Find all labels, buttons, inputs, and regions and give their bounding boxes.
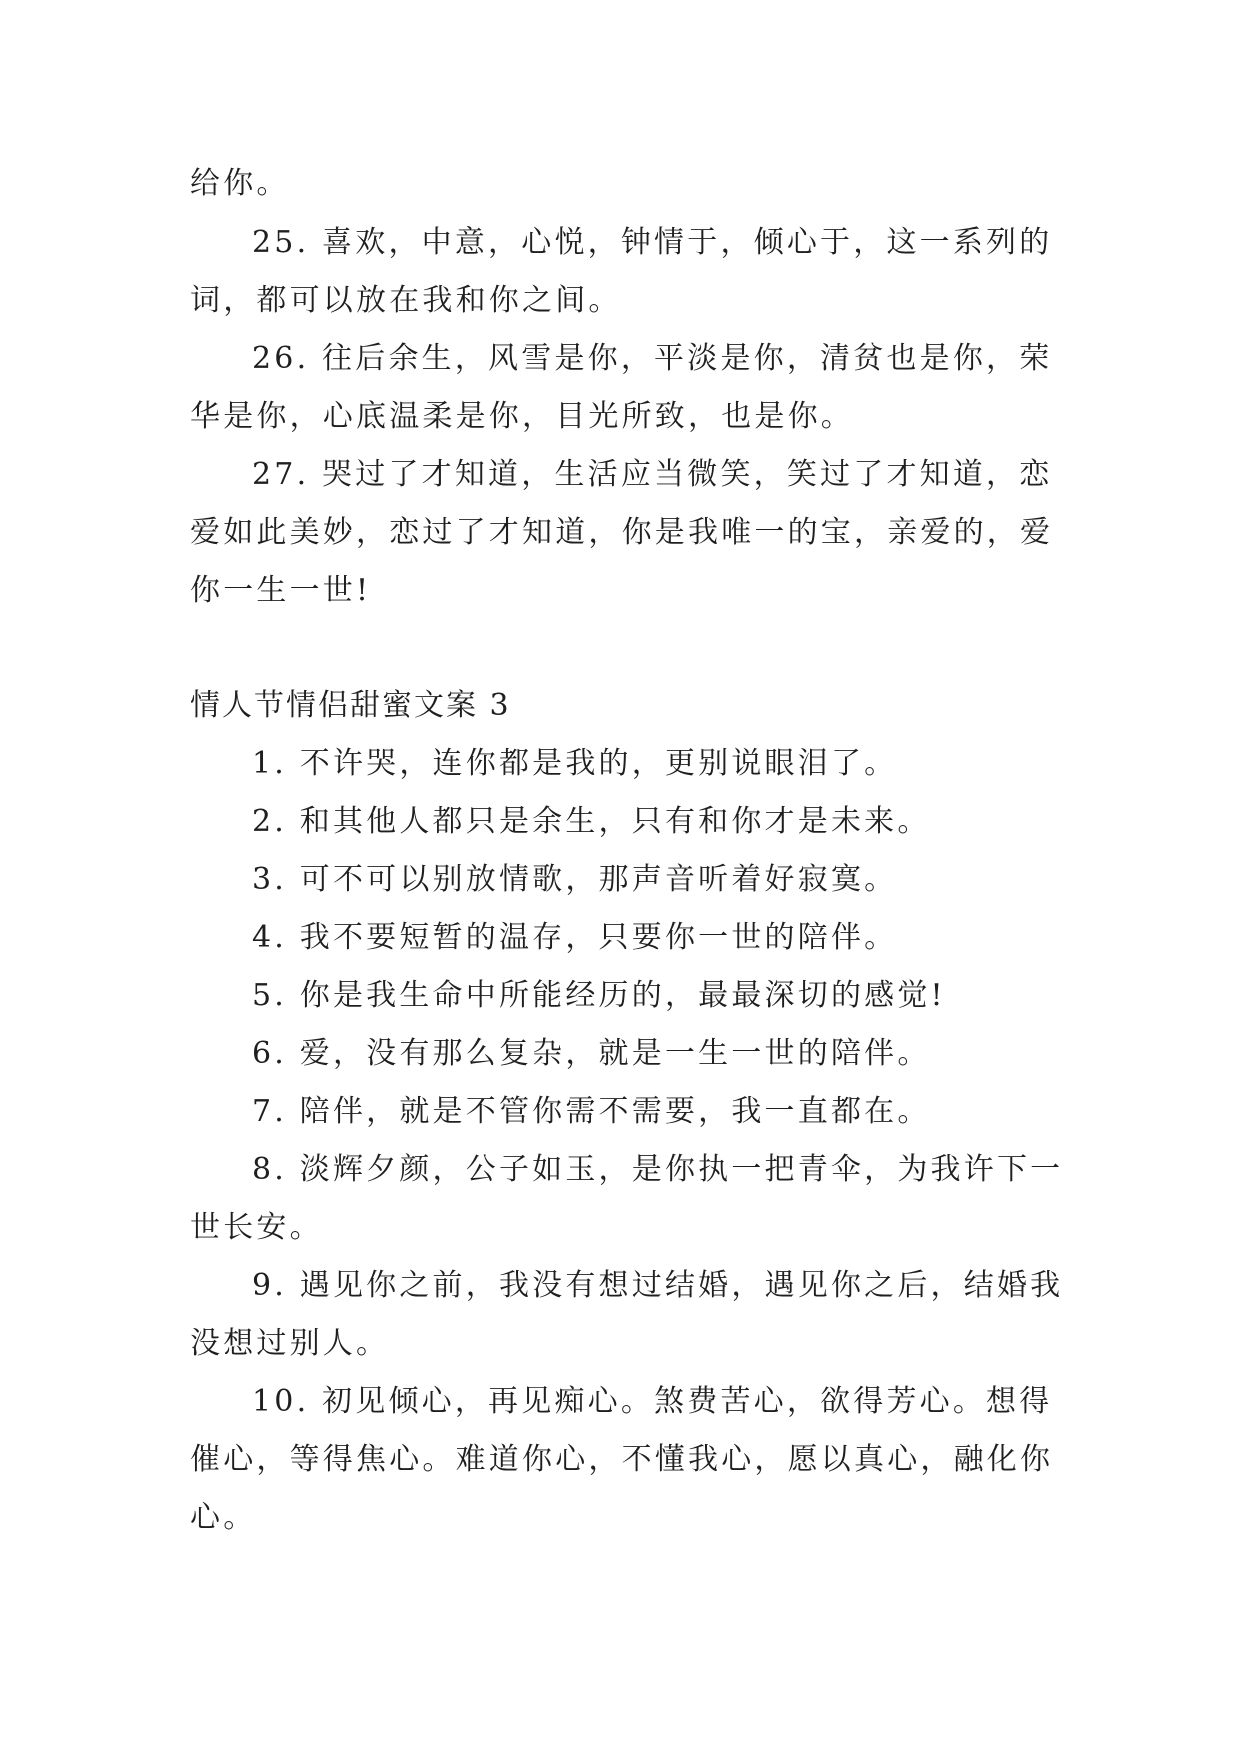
text-line: 词，都可以放在我和你之间。 [190, 283, 622, 318]
text-line: 给你。 [190, 166, 290, 201]
list-item-4: 4. 我不要短暂的温存，只要你一世的陪伴。 [252, 920, 898, 955]
text-line: 世长安。 [190, 1210, 323, 1245]
list-item-6: 6. 爱，没有那么复杂，就是一生一世的陪伴。 [252, 1036, 931, 1071]
list-item-9: 9. 遇见你之前，我没有想过结婚，遇见你之后，结婚我 [252, 1268, 1064, 1303]
list-item-7: 7. 陪伴，就是不管你需不需要，我一直都在。 [252, 1094, 931, 1129]
list-item-8: 8. 淡辉夕颜，公子如玉，是你执一把青伞，为我许下一 [252, 1152, 1064, 1187]
text-line: 你一生一世! [190, 573, 372, 608]
list-item-2: 2. 和其他人都只是余生，只有和你才是未来。 [252, 804, 931, 839]
list-item-5: 5. 你是我生命中所能经历的，最最深切的感觉! [252, 978, 946, 1013]
list-item-27: 27. 哭过了才知道，生活应当微笑，笑过了才知道，恋 [252, 457, 1053, 492]
list-item-10: 10. 初见倾心，再见痴心。煞费苦心，欲得芳心。想得 [252, 1384, 1053, 1419]
list-item-1: 1. 不许哭，连你都是我的，更别说眼泪了。 [252, 746, 898, 781]
list-item-25: 25. 喜欢，中意，心悦，钟情于，倾心于，这一系列的 [252, 225, 1053, 260]
text-line: 爱如此美妙，恋过了才知道，你是我唯一的宝，亲爱的，爱 [190, 515, 1054, 550]
list-item-3: 3. 可不可以别放情歌，那声音听着好寂寞。 [252, 862, 898, 897]
section-title: 情人节情侣甜蜜文案 3 [190, 688, 511, 723]
text-line: 没想过别人。 [190, 1326, 390, 1361]
text-line: 心。 [190, 1500, 257, 1535]
text-line: 华是你，心底温柔是你，目光所致，也是你。 [190, 399, 854, 434]
list-item-26: 26. 往后余生，风雪是你，平淡是你，清贫也是你，荣 [252, 341, 1053, 376]
text-line: 催心，等得焦心。难道你心，不懂我心，愿以真心，融化你 [190, 1442, 1054, 1477]
